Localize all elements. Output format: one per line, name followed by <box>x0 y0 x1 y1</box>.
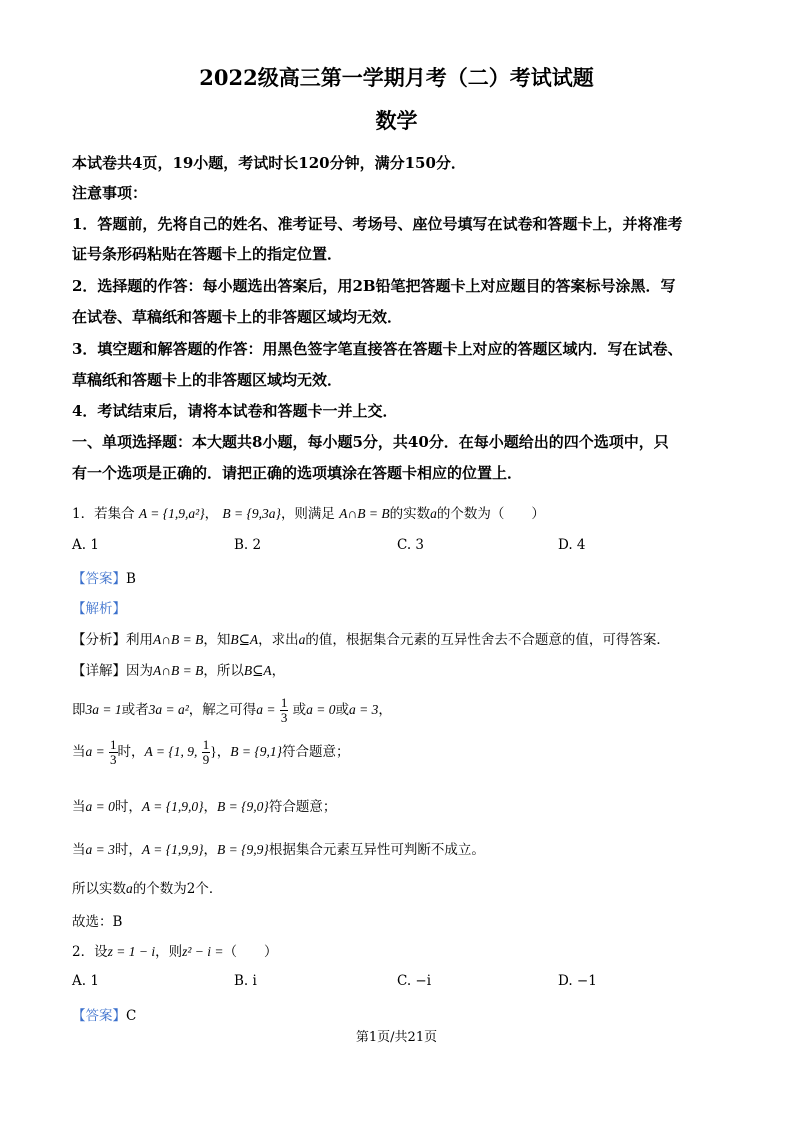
q1-conclusion: 所以实数a的个数为2个． <box>72 881 223 897</box>
q1-condition: A∩B = B <box>339 506 390 521</box>
q1-set-a: A = {1,9,a²} <box>138 506 205 521</box>
section1-line2: 有一个选项是正确的．请把正确的选项填涂在答题卡相应的位置上． <box>72 464 523 482</box>
notice-4: 4．考试结束后，请将本试卷和答题卡一并上交． <box>72 402 398 420</box>
q1-option-c: C. 3 <box>397 537 425 553</box>
q2-option-a: A. 1 <box>72 973 99 989</box>
exam-title: 2022级高三第一学期月考（二）考试试题 <box>199 65 594 90</box>
page-footer: 第1页/共21页 <box>355 1030 438 1045</box>
q1-fenxi: 【分析】利用A∩B = B，知B⊆A，求出a的值，根据集合元素的互异性舍去不合题意的值，可得答案． <box>72 632 670 648</box>
fraction: $\frac{1}{9}$ <box>202 737 210 767</box>
notice-3b: 草稿纸和答题卡上的非答题区域均无效． <box>72 371 343 389</box>
q1-option-a: A. 1 <box>72 537 99 553</box>
notice-title: 注意事项： <box>72 184 148 202</box>
q1-option-b: B. 2 <box>234 537 262 553</box>
q2-option-b: B. i <box>234 973 257 989</box>
q1-stem: 1．若集合 A = {1,9,a²}， B = {9,3a}，则满足 A∩B = B的实数a的个数为（ ） <box>72 506 545 522</box>
q2-answer: 【答案】C <box>72 1008 137 1024</box>
notice-1a: 1．答题前，先将自己的姓名、准考证号、考场号、座位号填写在试卷和答题卡上，并将准考 <box>72 215 683 233</box>
notice-3a: 3．填空题和解答题的作答：用黑色签字笔直接答在答题卡上对应的答题区域内．写在试卷、 <box>72 340 683 358</box>
q1-analysis-tag: 【解析】 <box>72 601 126 617</box>
q1-case-1: 当a = $\frac{1}{3}$ 时，A = {1, 9, $\frac{1}{9}$ }，B = {9,1}符合题意； <box>72 737 350 767</box>
subject-title: 数学 <box>375 108 418 133</box>
fraction: $\frac{1}{3}$ <box>280 695 288 725</box>
q1-option-d: D. 4 <box>558 537 586 553</box>
fraction: $\frac{1}{3}$ <box>110 737 117 767</box>
q1-xiangjie: 【详解】因为A∩B = B，所以B⊆A， <box>72 663 286 679</box>
intro-line: 本试卷共4页，19小题，考试时长120分钟，满分150分． <box>72 154 466 172</box>
q1-case-2: 当a = 0时，A = {1,9,0}，B = {9,0}符合题意； <box>72 799 337 815</box>
q2-stem: 2．设z = 1 − i，则z² − i =（ ） <box>72 944 278 960</box>
q1-solve-line: 即3a = 1或者3a = a²，解之可得a = $\frac{1}{3}$ 或a = 0或a = 3， <box>72 695 392 725</box>
notice-1b: 证号条形码粘贴在答题卡上的指定位置． <box>72 245 343 263</box>
q1-final: 故选：B <box>72 914 123 930</box>
q1-answer: 【答案】B <box>72 571 136 587</box>
section1-line1: 一、单项选择题：本大题共8小题，每小题5分，共40分．在每小题给出的四个选项中，只 <box>72 433 669 451</box>
notice-2b: 在试卷、草稿纸和答题卡上的非答题区域均无效． <box>72 308 403 326</box>
q1-case-3: 当a = 3时，A = {1,9,9}，B = {9,9}根据集合元素互异性可判断不成立。 <box>72 842 485 858</box>
answer-tag: 【答案】 <box>72 1008 126 1024</box>
q1-set-b: B = {9,3a} <box>222 506 281 521</box>
q2-option-d: D. −1 <box>558 973 597 989</box>
q2-option-c: C. −i <box>397 973 432 989</box>
notice-2a: 2．选择题的作答：每小题选出答案后，用2B铅笔把答题卡上对应题目的答案标号涂黑．写 <box>72 277 676 295</box>
answer-tag: 【答案】 <box>72 571 126 587</box>
